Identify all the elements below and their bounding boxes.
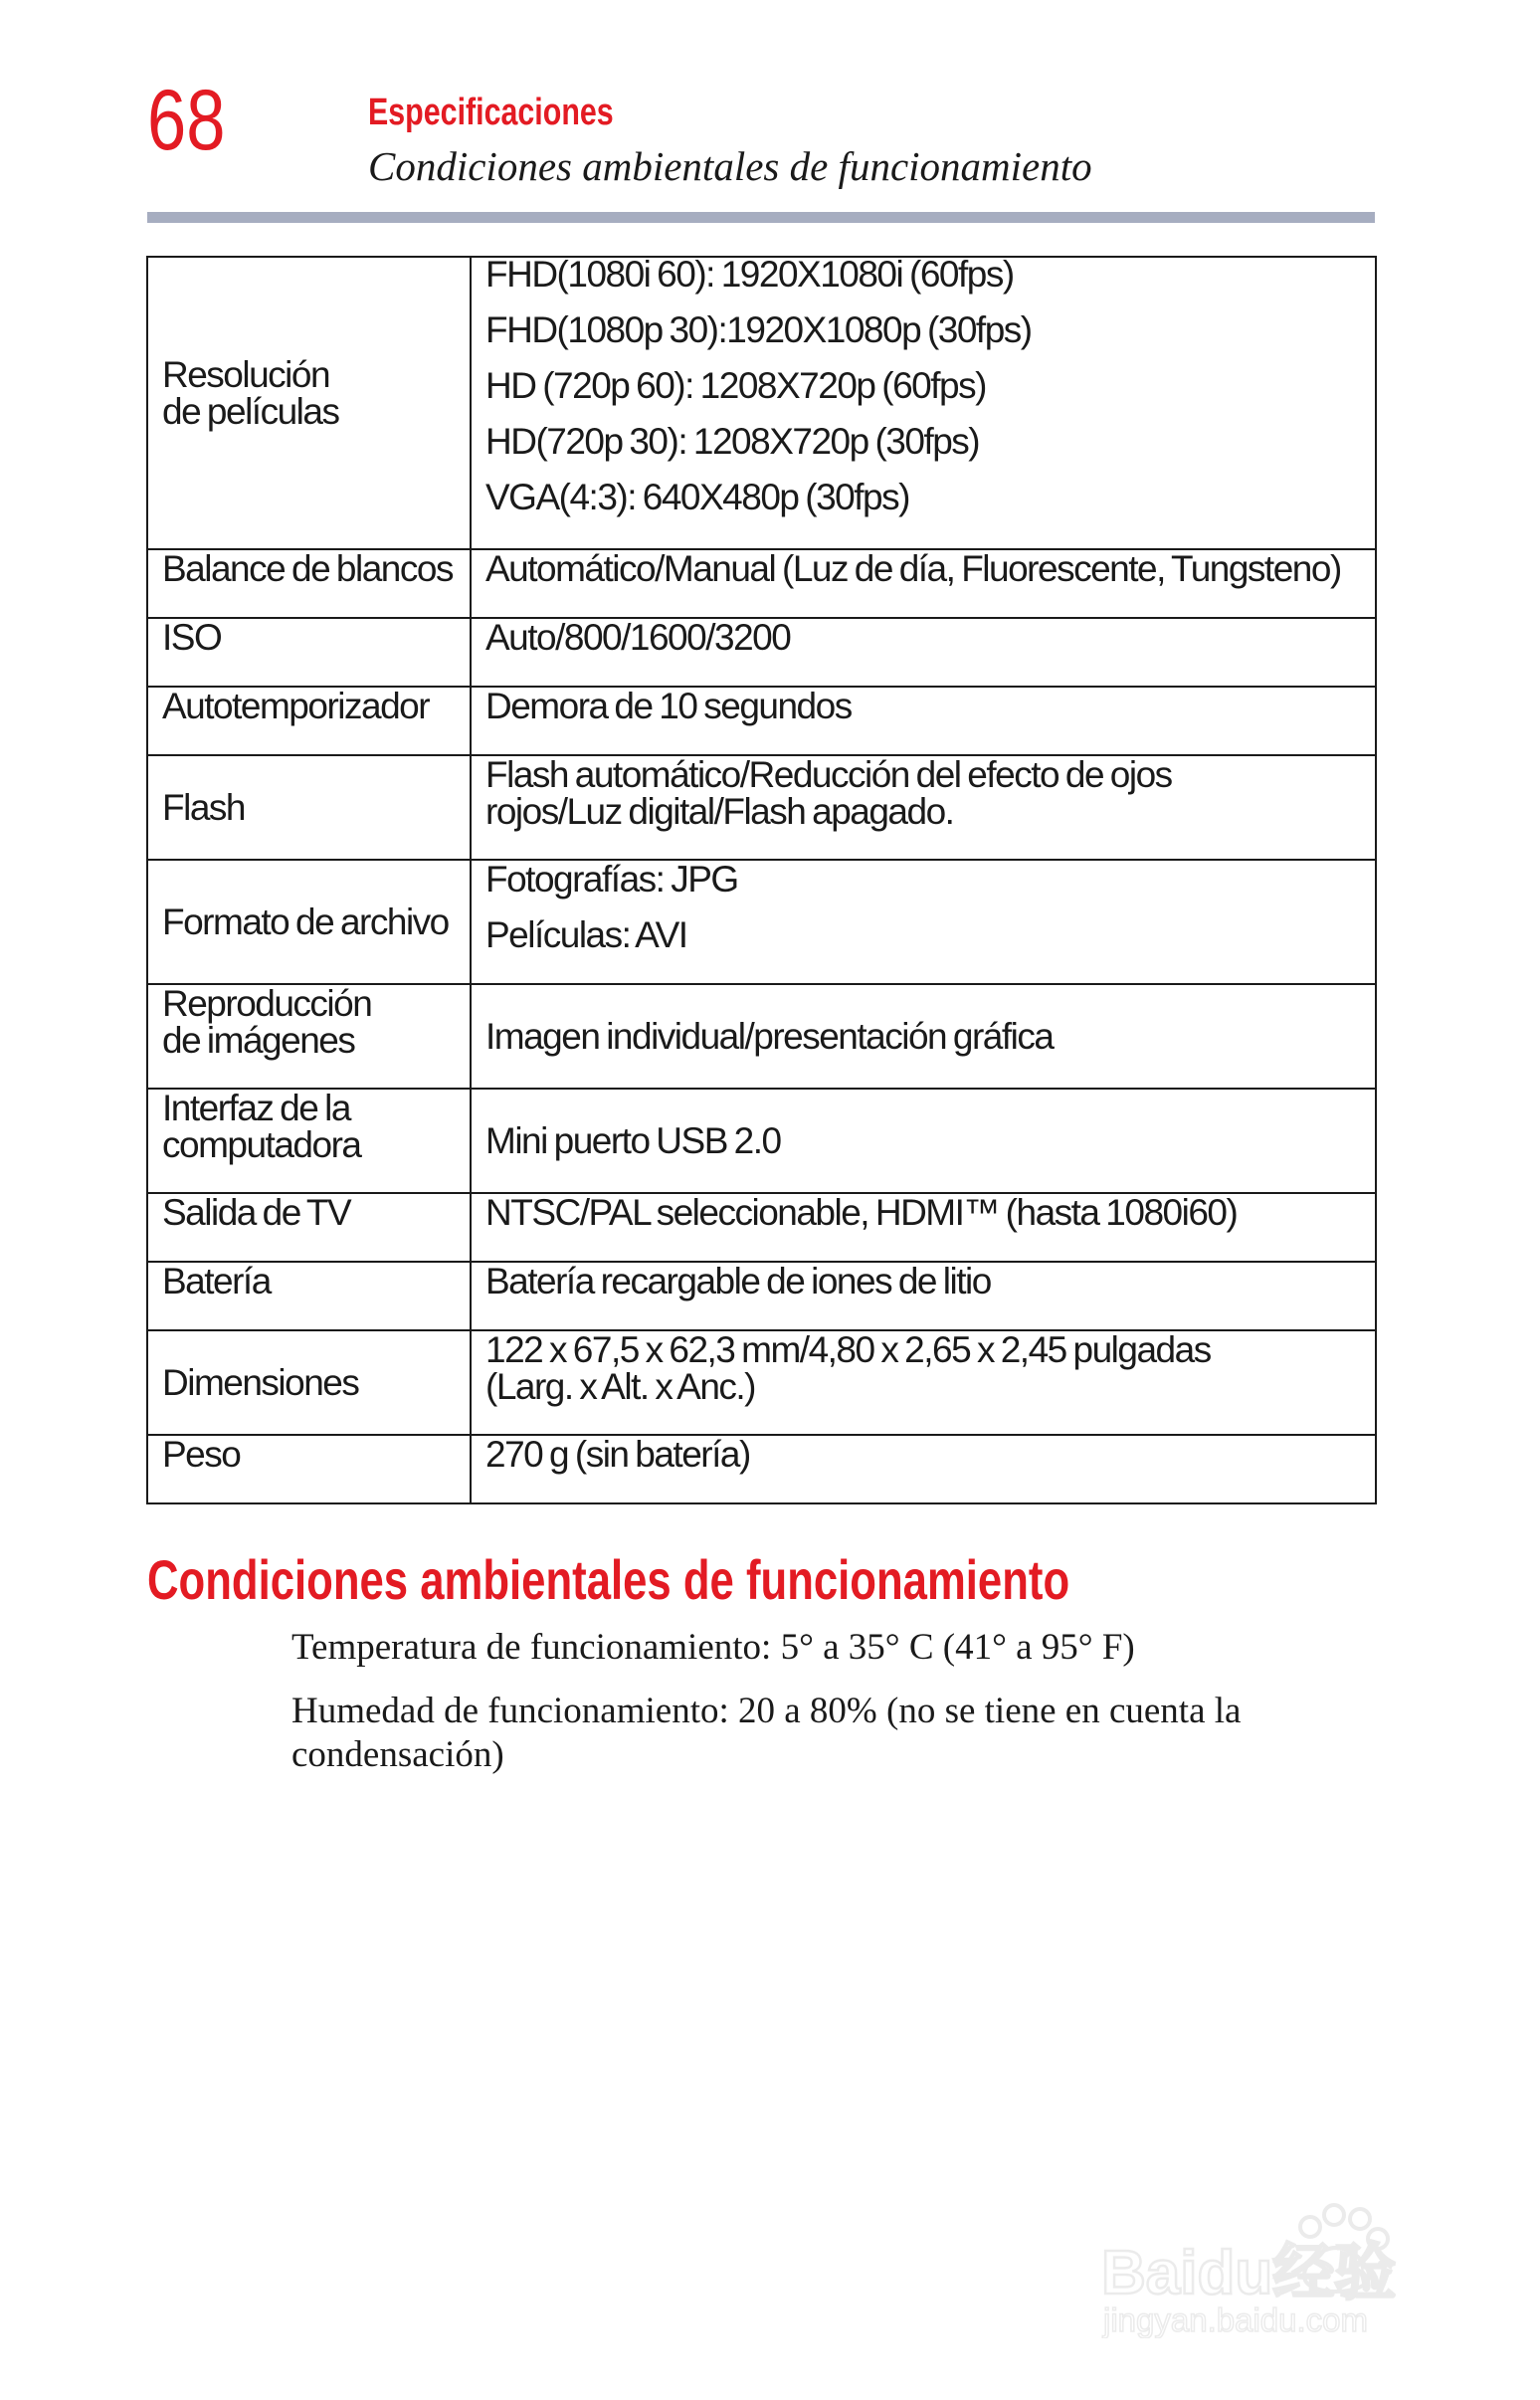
spec-value-line: HD(720p 30): 1208X720p (30fps) (485, 421, 980, 462)
body-paragraph-temperature: Temperatura de funcionamiento: 5° a 35° C (41° a 95° F) (291, 1627, 1135, 1668)
spec-label: Peso (147, 1435, 471, 1503)
table-row (147, 257, 1376, 549)
table-row (147, 755, 1376, 860)
spec-value: 270 g (sin batería) (471, 1435, 1376, 1503)
header-subsection-title: Condiciones ambientales de funcionamiento (368, 143, 1092, 189)
spec-value: NTSC/PAL seleccionable, HDMI™ (hasta 1080i60) (471, 1193, 1376, 1262)
spec-value-line: HD (720p 60): 1208X720p (60fps) (485, 365, 986, 406)
spec-value-text: Flash automático/Reducción del efecto de ojos rojos/Luz digital/Flash apagado. (485, 754, 1172, 832)
watermark-logo-text: Baidu经验 (1101, 2239, 1397, 2307)
spec-label (147, 257, 471, 549)
spec-value-line: Fotografías: JPG (485, 859, 738, 900)
table-row (147, 687, 1376, 755)
spec-label: ISO (147, 618, 471, 687)
spec-value-line: VGA(4:3): 640X480p (30fps) (485, 477, 909, 517)
body-paragraph-humidity: Humedad de funcionamiento: 20 a 80% (no se tiene en cuenta la condensación) (291, 1691, 1242, 1775)
table-row (147, 1193, 1376, 1262)
header-divider (147, 212, 1375, 223)
spec-value (471, 860, 1376, 984)
spec-value: Imagen individual/presentación gráfica (471, 984, 1376, 1089)
spec-label (147, 1089, 471, 1193)
spec-value (471, 755, 1376, 860)
watermark-url-text: jingyan.baidu.com (1103, 2301, 1368, 2338)
spec-value-line: 122 x 67,5 x 62,3 mm/4,80 x 2,65 x 2,45 pulgadas (485, 1329, 1211, 1370)
spec-label (147, 984, 471, 1089)
table-row (147, 1330, 1376, 1435)
spec-value-line: Películas: AVI (485, 914, 687, 955)
table-row (147, 549, 1376, 618)
spec-label-text: Resolución de películas (162, 354, 339, 432)
table-row (147, 860, 1376, 984)
spec-label: Salida de TV (147, 1193, 471, 1262)
table-row (147, 984, 1376, 1089)
spec-table (146, 256, 1377, 1504)
spec-label: Balance de blancos (147, 549, 471, 618)
spec-label-text: Reproducción de imágenes (162, 983, 372, 1061)
header-section-title: Especificaciones (368, 92, 614, 133)
table-row (147, 1435, 1376, 1503)
table-row (147, 1089, 1376, 1193)
spec-label: Formato de archivo (147, 860, 471, 984)
spec-label: Dimensiones (147, 1330, 471, 1435)
spec-value-line: FHD(1080i 60): 1920X1080i (60fps) (485, 254, 1014, 295)
spec-value: Mini puerto USB 2.0 (471, 1089, 1376, 1193)
table-row (147, 618, 1376, 687)
spec-value: Demora de 10 segundos (471, 687, 1376, 755)
spec-value-line: (Larg. x Alt. x Anc.) (485, 1366, 756, 1407)
spec-label: Batería (147, 1262, 471, 1330)
spec-value (471, 254, 1376, 549)
spec-value: Batería recargable de iones de litio (471, 1262, 1376, 1330)
spec-value (471, 1330, 1376, 1435)
table-row (147, 1262, 1376, 1330)
spec-label: Flash (147, 755, 471, 860)
baidu-watermark-logo (1099, 2189, 1477, 2338)
spec-label-text: Interfaz de la computadora (162, 1088, 361, 1165)
spec-value: Auto/800/1600/3200 (471, 618, 1376, 687)
spec-label: Autotemporizador (147, 687, 471, 755)
spec-value: Automático/Manual (Luz de día, Fluorescente, Tungsteno) (471, 549, 1376, 618)
spec-value-line: FHD(1080p 30):1920X1080p (30fps) (485, 309, 1032, 350)
page-number: 68 (147, 73, 226, 168)
section-heading: Condiciones ambientales de funcionamiento (147, 1548, 1070, 1611)
